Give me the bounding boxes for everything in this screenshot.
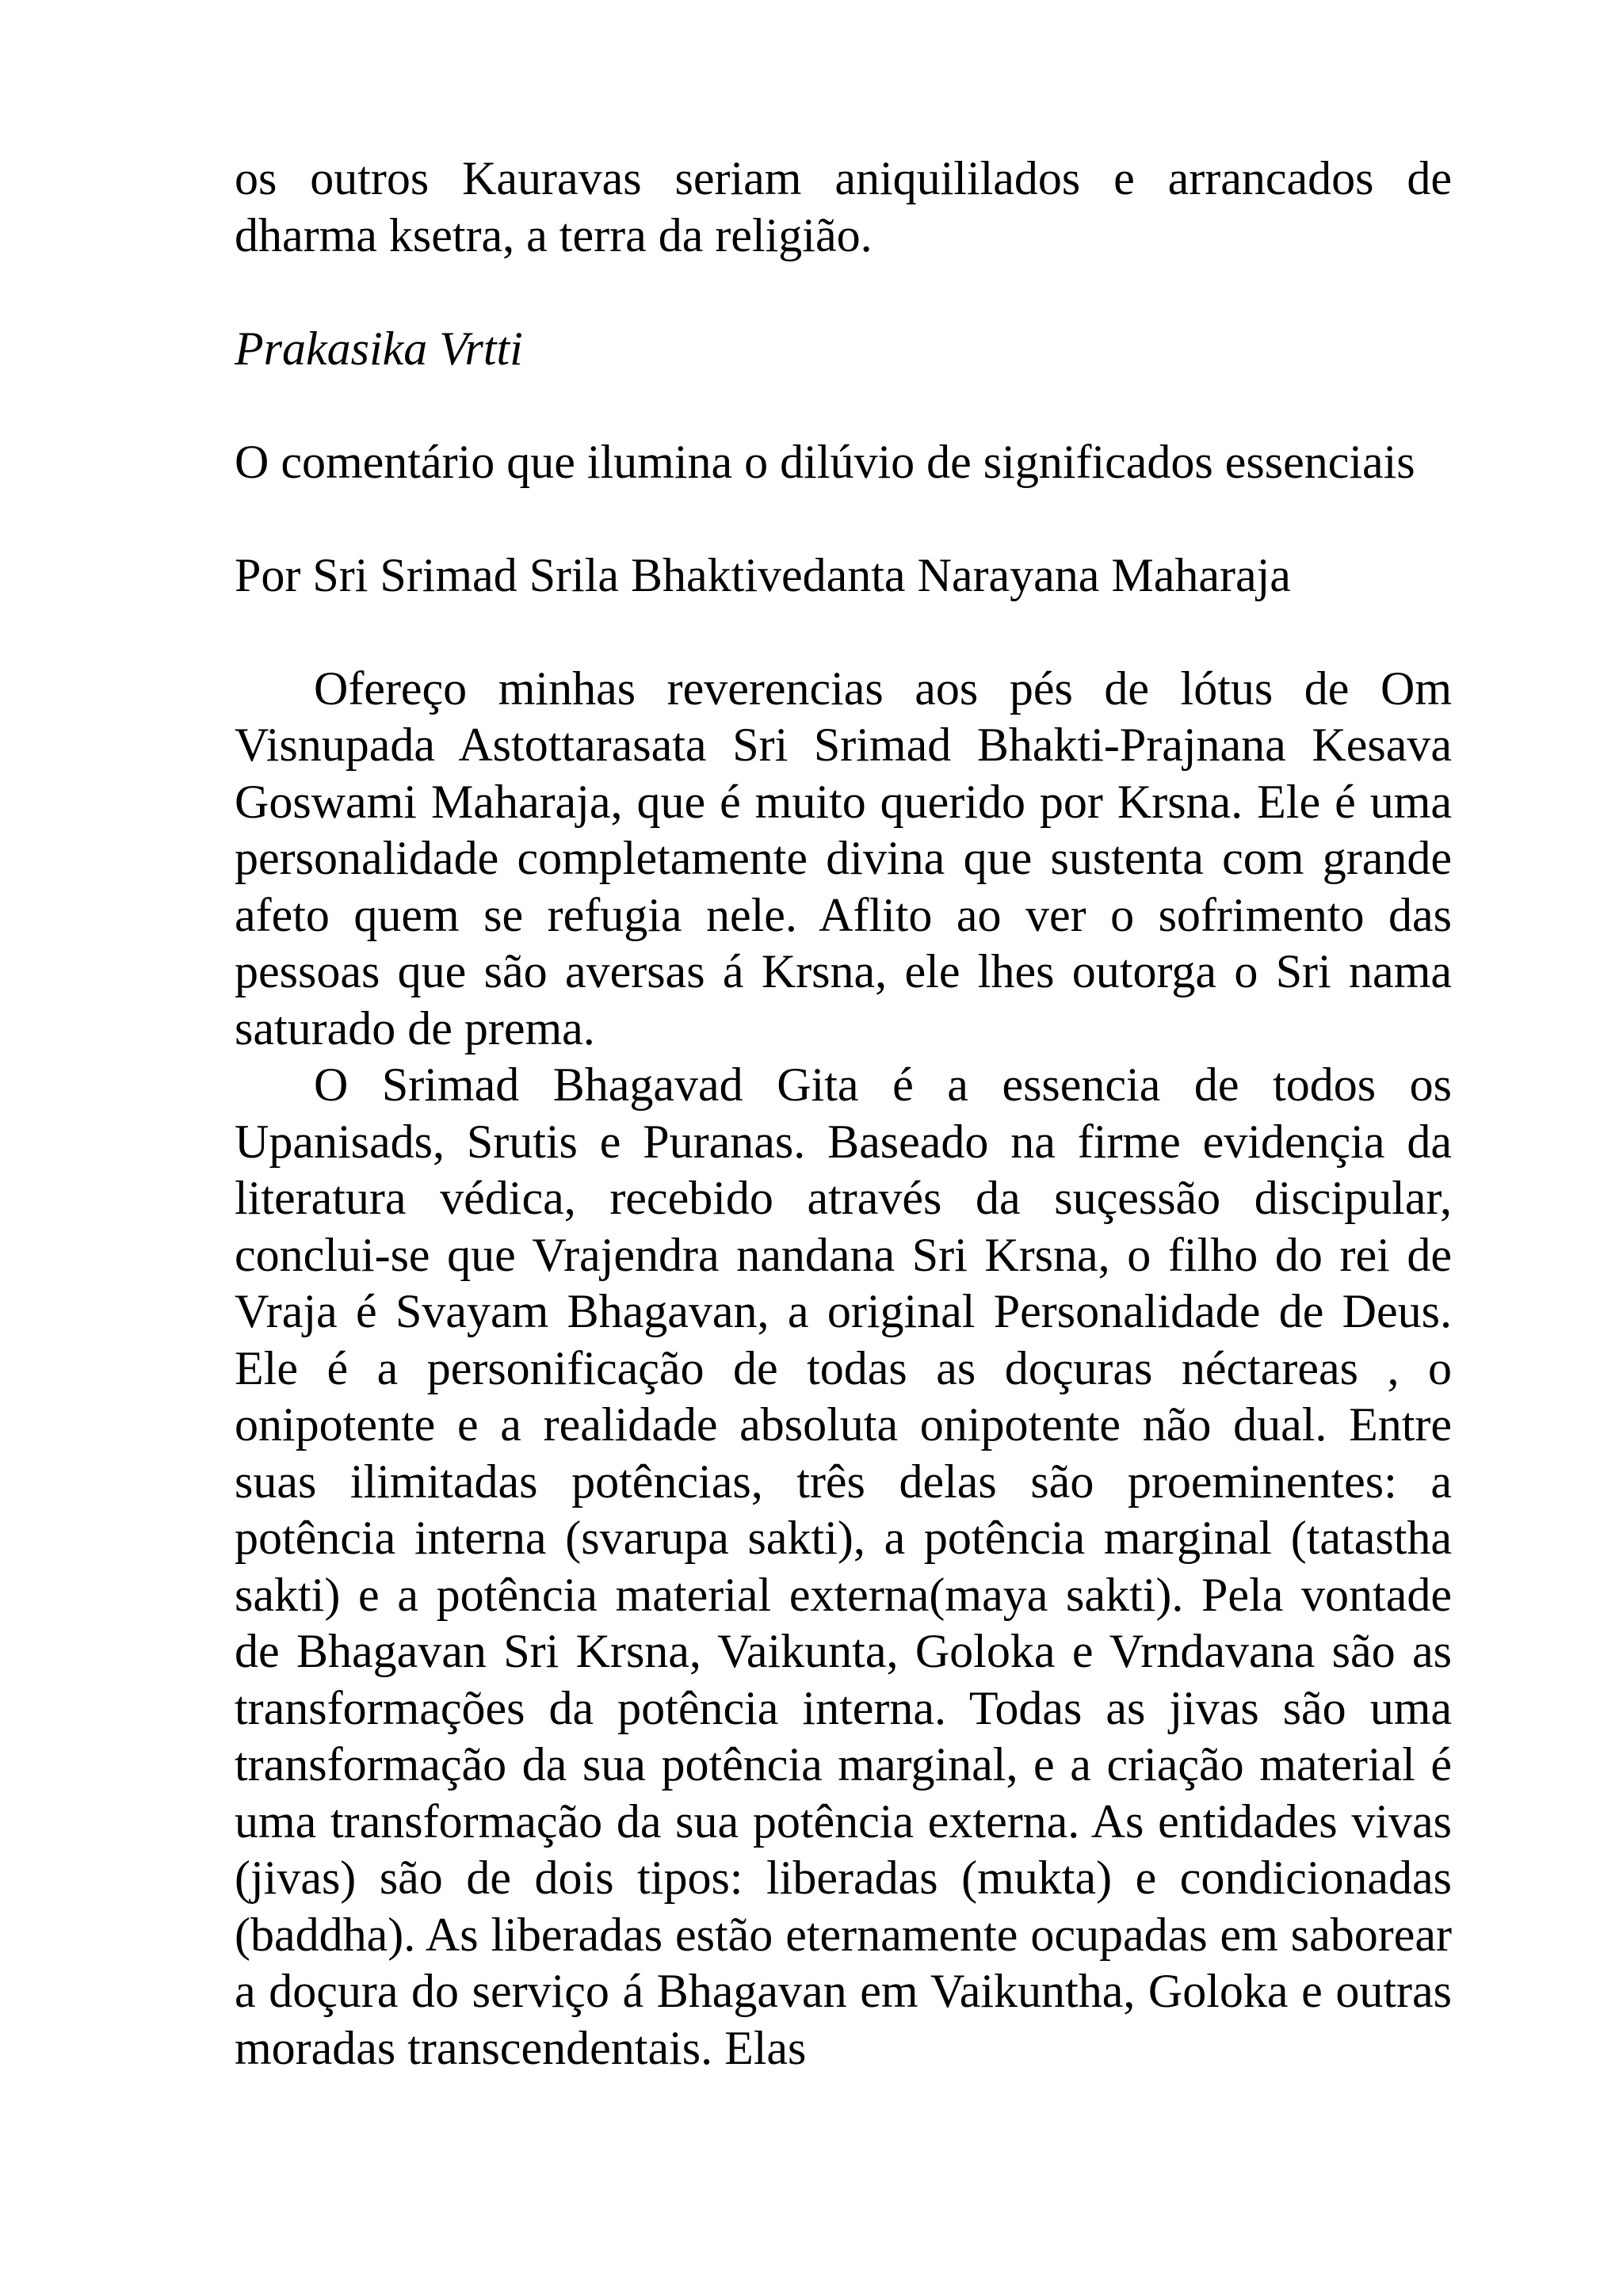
section-title: Prakasika Vrtti bbox=[235, 322, 523, 375]
author-line: Por Sri Srimad Srila Bhaktivedanta Narayana Maharaja bbox=[235, 548, 1291, 601]
text-column bbox=[235, 151, 1452, 2077]
body-paragraph-obeisances: Ofereço minhas reverencias aos pés de lótus de Om Visnupada Astottarasata Sri Srimad Bhakti-Prajnana Kesava Goswami Maharaja, que é muito querido por Krsna. Ele é uma personalidade completamente divina que sustenta com grande afeto quem se refugia nele. Aflito ao ver o sofrimento das pessoas que são aversas á Krsna, ele lhes outorga o Sri nama saturado de prema. bbox=[235, 662, 1452, 1055]
section-subtitle: O comentário que ilumina o dilúvio de significados essenciais bbox=[235, 435, 1415, 488]
body-paragraph-gita: O Srimad Bhagavad Gita é a essencia de todos os Upanisads, Srutis e Puranas. Baseado na firme evidençia da literatura védica, recebido através da suçessão discipular, conclui-se que Vrajendra nandana Sri Krsna, o filho do rei de Vraja é Svayam Bhagavan, a original Personalidade de Deus. Ele é a personificação de todas as doçuras néctareas , o onipotente e a realidade absoluta onipotente não dual. Entre suas ilimitadas potências, três delas são proeminentes: a potência interna (svarupa sakti), a potência marginal (tatastha sakti) e a potência material externa(maya sakti). Pela vontade de Bhagavan Sri Krsna, Vaikunta, Goloka e Vrndavana são as transformações da potência interna. Todas as jivas são uma transformação da sua potência marginal, e a criação material é uma transformação da sua potência externa. As entidades vivas (jivas) são de dois tipos: liberadas (mukta) e condicionadas (baddha). As liberadas estão eternamente ocupadas em saborear a doçura do serviço á Bhagavan em Vaikuntha, Goloka e outras moradas transcendentais. Elas bbox=[235, 1058, 1452, 2074]
continuation-paragraph: os outros Kauravas seriam aniquililados e arrancados de dharma ksetra, a terra da religião. bbox=[235, 152, 1452, 261]
